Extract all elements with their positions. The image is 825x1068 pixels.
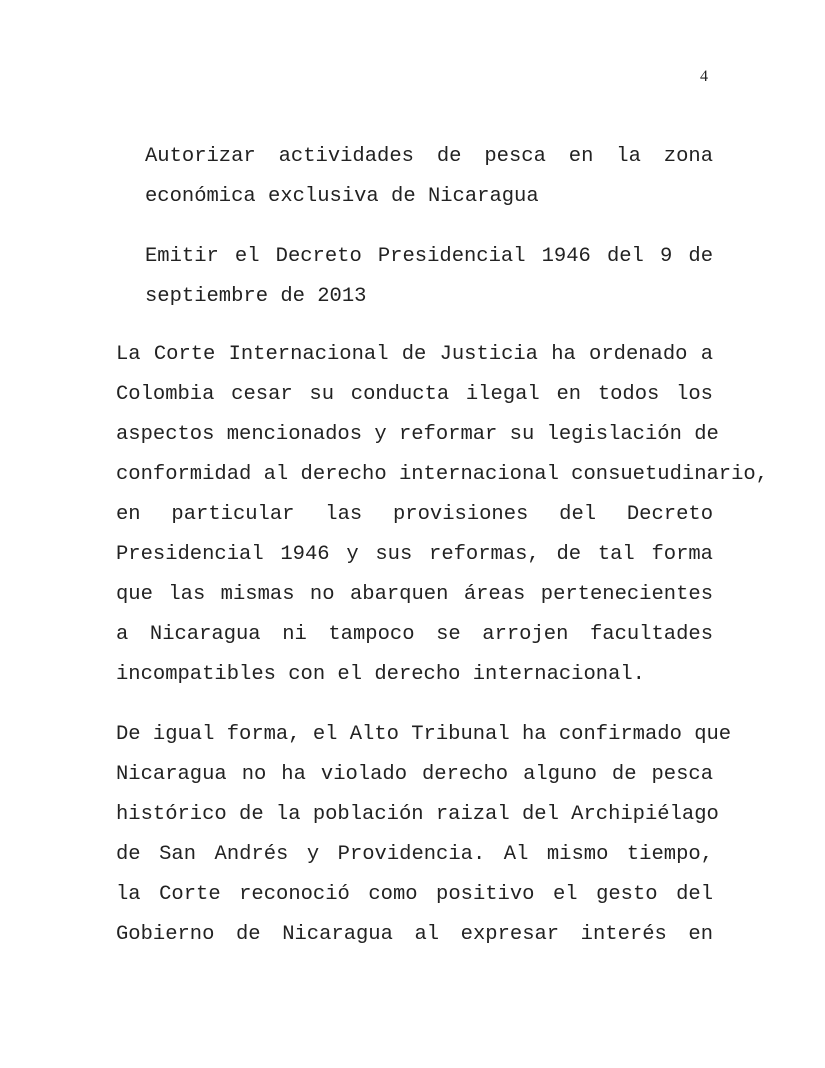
text-line: que las mismas no abarquen áreas pertenecientes (116, 583, 713, 606)
text-line: Presidencial 1946 y sus reformas, de tal forma (116, 543, 713, 566)
text-line: a Nicaragua ni tampoco se arrojen facultades (116, 623, 713, 646)
text-line: conformidad al derecho internacional consuetudinario, (116, 463, 769, 486)
text-line: Gobierno de Nicaragua al expresar interés en (116, 923, 713, 946)
text-line: Autorizar actividades de pesca en la zona (145, 145, 713, 168)
text-line: de San Andrés y Providencia. Al mismo tiempo, (116, 843, 713, 866)
text-line: histórico de la población raizal del Archipiélago (116, 803, 719, 826)
text-line: incompatibles con el derecho internacional. (116, 663, 645, 686)
text-line: La Corte Internacional de Justicia ha ordenado a (116, 343, 713, 366)
text-line: en particular las provisiones del Decreto (116, 503, 713, 526)
text-line: Colombia cesar su conducta ilegal en todos los (116, 383, 713, 406)
text-line: Emitir el Decreto Presidencial 1946 del 9 de (145, 245, 713, 268)
text-line: septiembre de 2013 (145, 285, 367, 308)
page-number: 4 (700, 68, 708, 85)
text-line: Nicaragua no ha violado derecho alguno de pesca (116, 763, 713, 786)
text-line: económica exclusiva de Nicaragua (145, 185, 539, 208)
text-line: aspectos mencionados y reformar su legislación de (116, 423, 719, 446)
text-line: De igual forma, el Alto Tribunal ha confirmado que (116, 723, 732, 746)
text-line: la Corte reconoció como positivo el gesto del (116, 883, 713, 906)
